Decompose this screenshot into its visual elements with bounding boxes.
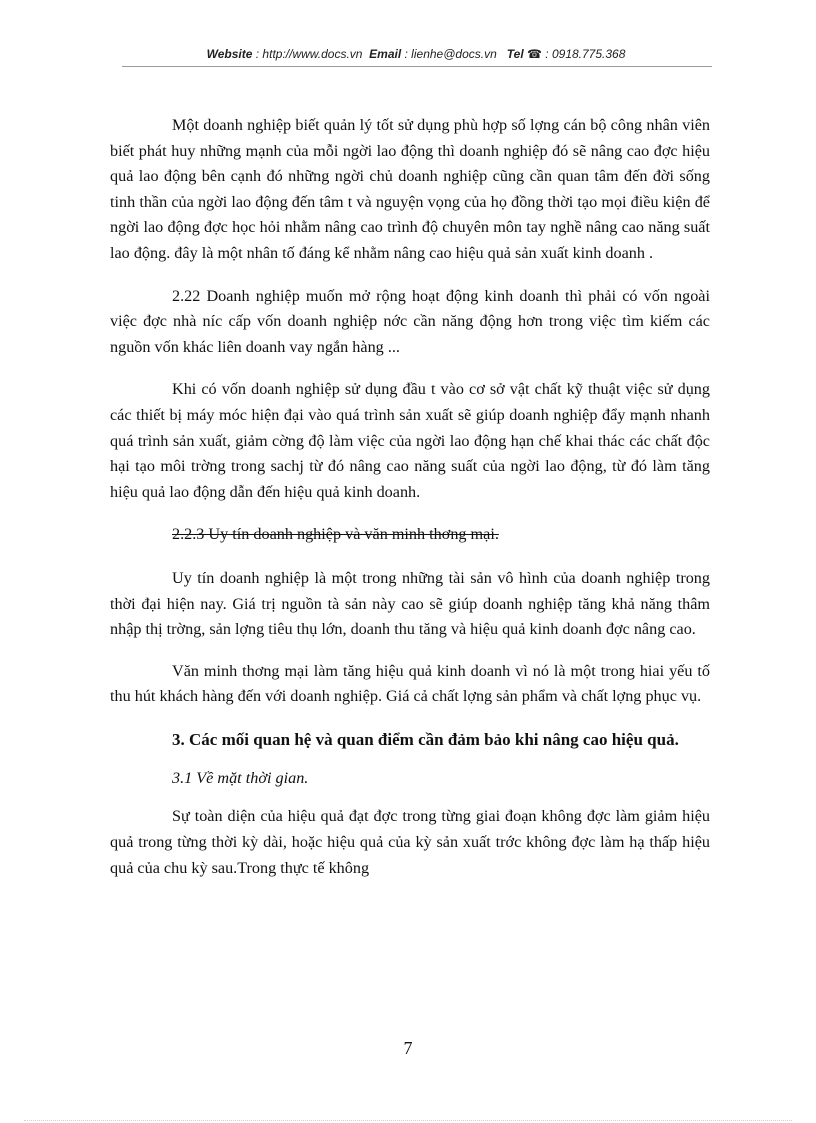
page-header — [122, 47, 710, 61]
footer-divider — [24, 1120, 792, 1121]
paragraph-commerce: Văn minh thơng mại làm tăng hiệu quả kinh doanh vì nó là một trong hiai yếu tố thu hút khách hàng đến với doanh nghiệp. Giá cả chất lợng sản phẩm và chất lợng phục vụ. — [110, 661, 710, 706]
header-email-value: : lienhe@docs.vn — [404, 47, 497, 61]
paragraph-time: Sự toàn diện của hiệu quả đạt đợc trong từng giai đoạn không đợc làm giảm hiệu quả trong từng thời kỳ dài, hoặc hiệu quả của kỳ sản xuất trớc không đợc làm hạ thấp hiệu quả của chu kỳ sau.Trong thực tế không — [110, 807, 710, 877]
paragraph-capital: 2.22 Doanh nghiệp muốn mở rộng hoạt động kinh doanh thì phải có vốn ngoài việc đợc nhà níc cấp vốn doanh nghiệp nớc cần năng động hơn trong việc tìm kiếm các nguồn vốn khác liên doanh vay ngắn hàng ... — [110, 286, 710, 356]
header-tel-value: ☎ : 0918.775.368 — [527, 47, 626, 61]
paragraph-staff-management: Một doanh nghiệp biết quản lý tốt sử dụng phù hợp số lợng cán bộ công nhân viên biết phát huy những mạnh của mỗi ngời lao động thì doanh nghiệp đó sẽ nâng cao đợc hiệu quả lao động bên cạnh đó những ngời chủ doanh nghiệp cũng cần quan tâm đến đời sống tinh thần của ngời lao động đến tâm t và nguyện vọng của họ đồng thời tạo mọi điều kiện để ngời lao động đợc học hỏi nhằm nâng cao trình độ chuyên môn tay nghề nâng cao năng suất lao động. đây là một nhân tố đáng kể nhằm nâng cao hiệu quả sản xuất kinh doanh . — [110, 116, 710, 262]
header-website-value: : http://www.docs.vn — [255, 47, 363, 61]
subheading-reputation — [110, 522, 710, 548]
subheading-reputation-text: 2.2.3 Uy tín doanh nghiệp và văn minh thơng mại. — [172, 525, 499, 544]
section-heading-3: 3. Các mối quan hệ và quan điểm cần đảm bảo khi nâng cao hiệu quả. — [172, 729, 679, 749]
paragraph-reputation: Uy tín doanh nghiệp là một trong những tài sản vô hình của doanh nghiệp trong thời đại hiện nay. Giá trị nguồn tà sản này cao sẽ giúp doanh nghiệp tăng khả năng thâm nhập thị trờng, sản lợng tiêu thụ lớn, doanh thu tăng và hiệu quả kinh doanh đợc nâng cao. — [110, 568, 710, 639]
header-email-label: Email — [369, 47, 402, 61]
page-number: 7 — [403, 1038, 413, 1058]
header-tel-label: Tel — [506, 47, 524, 61]
header-website-label: Website — [206, 47, 253, 61]
subheading-time: 3.1 Về mặt thời gian. — [172, 768, 309, 787]
document-body — [110, 113, 710, 881]
paragraph-investment: Khi có vốn doanh nghiệp sử dụng đầu t vào cơ sở vật chất kỹ thuật việc sử dụng các thiết bị máy móc hiện đại vào quá trình sản xuất sẽ giúp doanh nghiệp đẩy mạnh nhanh quá trình sản xuất, giảm cờng độ làm việc của ngời lao động hạn chế khai thác các chất độc hại tạo môi trờng trong sachj từ đó nâng cao năng suất của ngời lao động, từ đó làm tăng hiệu quả lao động dẫn đến hiệu quả kinh doanh. — [110, 380, 710, 501]
header-divider — [122, 66, 712, 67]
